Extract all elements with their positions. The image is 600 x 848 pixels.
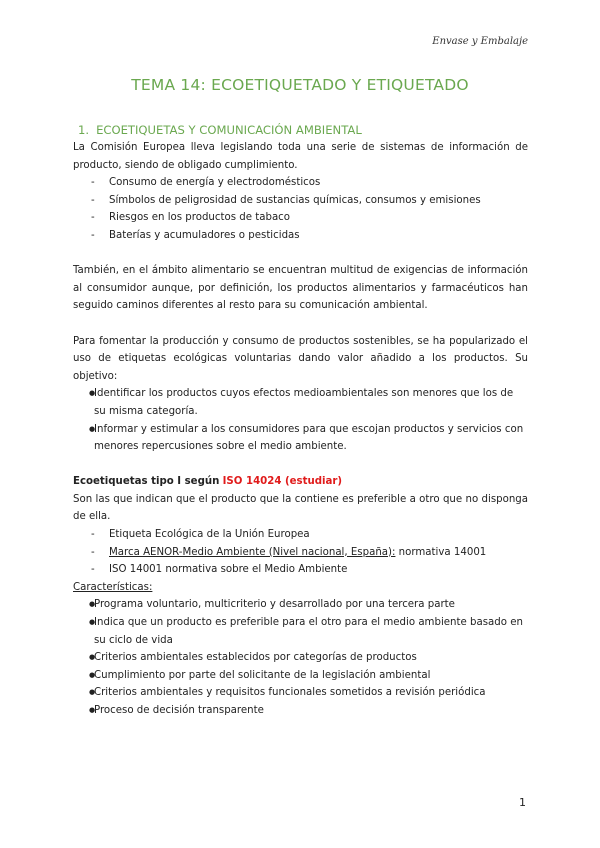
- item-text: Etiqueta Ecológica de la Unión Europea: [109, 529, 310, 541]
- item-text: ISO 14001 normativa sobre el Medio Ambiente: [109, 564, 348, 576]
- characteristics-list: [73, 596, 528, 719]
- list-item: ● Programa voluntario, multicriterio y desarrollado por una tercera parte: [73, 596, 528, 614]
- list-item: ● Identificar los productos cuyos efectos medioambientales son menores que los de su misma categoría.: [73, 385, 528, 420]
- page-number: 1: [519, 796, 526, 809]
- iso-reference: ISO 14024 (estudiar): [222, 476, 343, 488]
- info-systems-list: [73, 174, 528, 244]
- list-item: - Riesgos en los productos de tabaco: [73, 209, 528, 227]
- food-paragraph: También, en el ámbito alimentario se encuentran multitud de exigencias de información al consumidor aunque, por definición, los productos alimentarios y farmacéuticos han seguido caminos diferentes al resto para su comunicación ambiental.: [73, 265, 528, 312]
- objectives-list: [73, 385, 528, 455]
- document-body: [73, 122, 528, 720]
- list-item: - Baterías y acumuladores o pesticidas: [73, 227, 528, 245]
- list-item: - Consumo de energía y electrodomésticos: [73, 174, 528, 192]
- list-item: - Símbolos de peligrosidad de sustancias químicas, consumos y emisiones: [73, 192, 528, 210]
- list-item: [73, 526, 528, 544]
- list-item: ● Informar y estimular a los consumidores para que escojan productos y servicios con menores repercusiones sobre el medio ambiente.: [73, 421, 528, 456]
- section-heading: [78, 122, 528, 139]
- list-item: ● Criterios ambientales establecidos por categorías de productos: [73, 649, 528, 667]
- list-item: [73, 544, 528, 562]
- sustainable-paragraph: Para fomentar la producción y consumo de productos sostenibles, se ha popularizado el uso de etiquetas ecológicas voluntarias dando valor añadido a los productos. Su objetivo:: [73, 335, 528, 382]
- underlined-text: Marca AENOR-Medio Ambiente (Nivel nacional, España):: [109, 546, 396, 558]
- list-item: ● Indica que un producto es preferible para el otro para el medio ambiente basado en su ciclo de vida: [73, 614, 528, 649]
- tipo1-heading-text: Ecoetiquetas tipo I según: [73, 476, 220, 488]
- section-title: ECOETIQUETAS Y COMUNICACIÓN AMBIENTAL: [96, 123, 362, 137]
- list-item: [73, 561, 528, 579]
- list-item: ● Cumplimiento por parte del solicitante de la legislación ambiental: [73, 667, 528, 685]
- list-item: ● Proceso de decisión transparente: [73, 702, 528, 720]
- header-note: Envase y Embalaje: [432, 36, 528, 47]
- intro-paragraph: La Comisión Europea lleva legislando toda una serie de sistemas de información de producto, siendo de obligado cumplimiento.: [73, 142, 528, 171]
- section-number: 1.: [78, 123, 90, 137]
- tipo1-heading: [73, 473, 528, 491]
- tipo1-examples-list: [73, 526, 528, 579]
- document-title: TEMA 14: ECOETIQUETADO Y ETIQUETADO: [131, 76, 469, 94]
- tipo1-description: Son las que indican que el producto que la contiene es preferible a otro que no disponga de ella.: [73, 493, 528, 523]
- item-text: normativa 14001: [395, 546, 487, 558]
- characteristics-label: Características:: [73, 581, 153, 593]
- list-item: ● Criterios ambientales y requisitos funcionales sometidos a revisión periódica: [73, 684, 528, 702]
